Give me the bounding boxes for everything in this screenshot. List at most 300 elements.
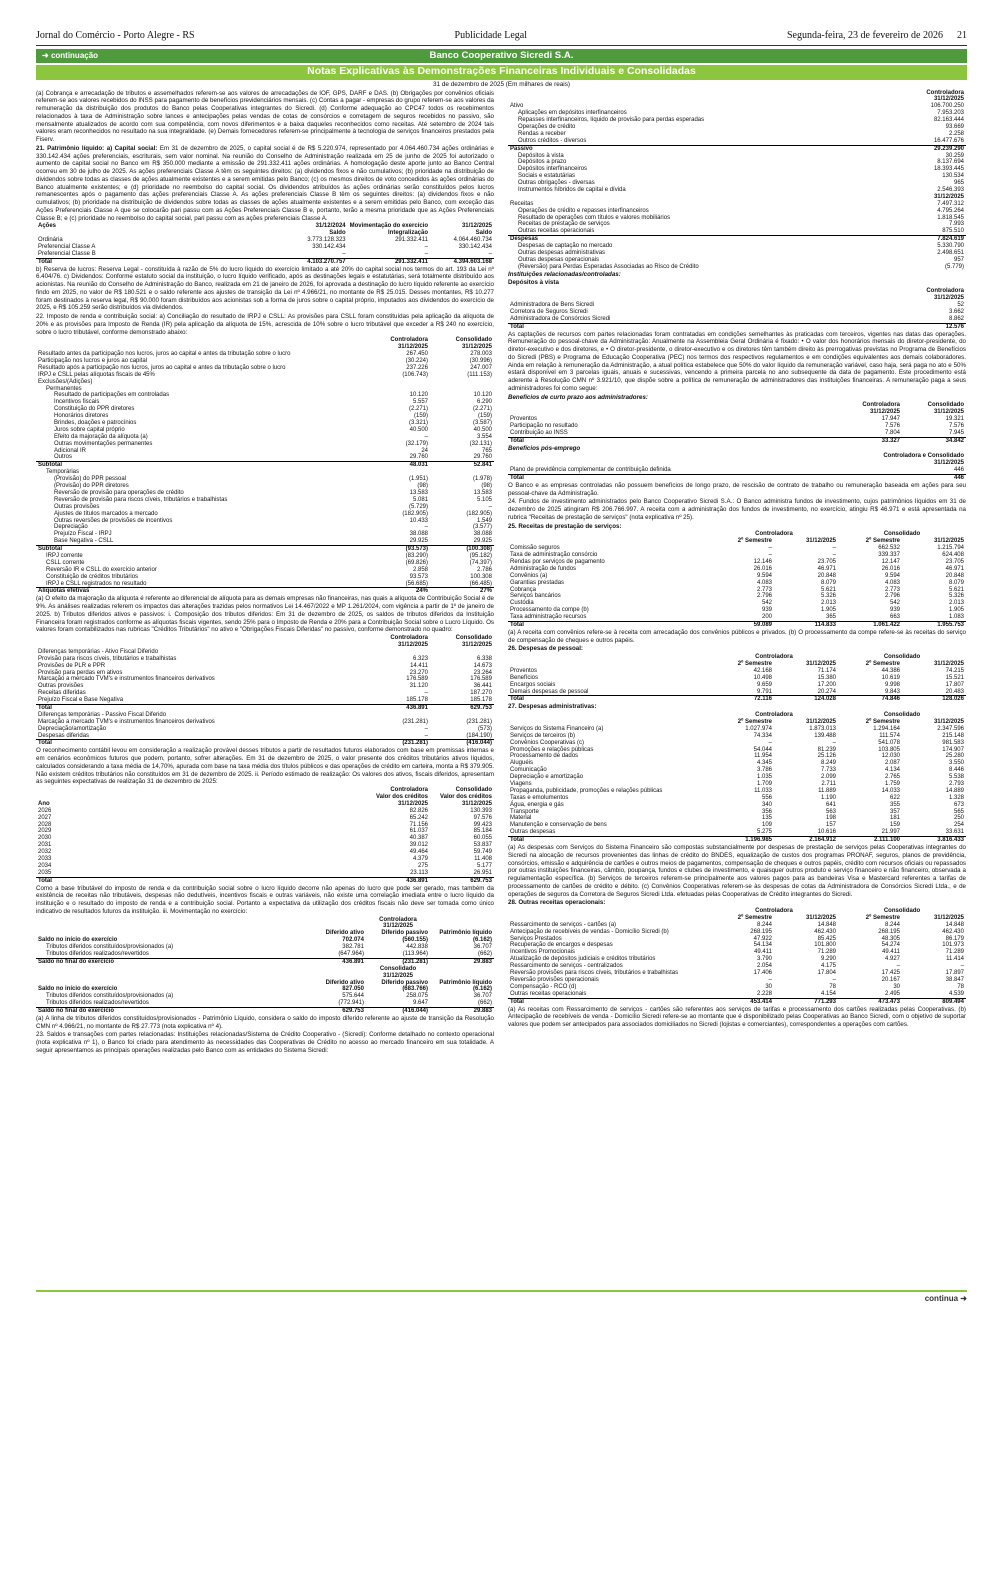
- row-value: 11.954: [754, 753, 772, 760]
- table-row: [508, 103, 966, 110]
- note-21-b-paragraph: b) Reserva de lucros: Reserva Legal - constituída à razão de 5% do lucro líquido do exercício limitado a até 20% do capital social nos termos do art. 193 da Lei nº 6.404/76. c) Dividendos: Conforme estatuto social da instituição, o lucro líquido verificado, após as destinações legais e estatutárias, será totalmente distribuído aos acionistas. Na reunião do Conselho de Administração do Banco, realizada em 21 de janeiro de 2026, foi aprovada a destinação do lucro líquido referente ao exercício findo em 2025, no valor de R$ 180.521 e o saldo referente aos ajustes de transição da Lei nº 4.966/21, no montante de R$ 25.015. Desses montantes, R$ 10.277 foram destinados à reserva legal, R$ 90.000 foram distribuídos aos acionistas sob a forma de juros sobre o capital próprio, imputados aos dividendos do exercício de 2025, e R$ 105.259 serão distribuídos via dividendos.: [36, 265, 494, 312]
- row-value: (416.044): [430, 740, 494, 747]
- table-row: [36, 842, 494, 849]
- table-row: [36, 923, 494, 930]
- row-label: IRPJ e CSLL pelas alíquotas fiscais de 45%: [38, 371, 155, 378]
- row-value: (182.905): [466, 510, 492, 517]
- row-value: (32.131): [469, 440, 492, 447]
- row-value: 135: [761, 815, 772, 822]
- table-header: Saldo: [329, 230, 346, 237]
- table-header: [36, 635, 366, 642]
- row-label: Convênios (a): [510, 572, 548, 579]
- row-label: Reversão de provisão para riscos cíveis, tributários e trabalhistas: [54, 496, 228, 503]
- row-value: 10.120: [473, 392, 492, 399]
- table-row: [36, 244, 494, 251]
- row-label: Sociais e estatutárias: [518, 173, 576, 180]
- row-label: Reversão provisões para riscos cíveis, tributários e trabalhistas: [510, 970, 679, 977]
- row-value: –: [424, 243, 428, 250]
- row-value: 2.786: [476, 566, 492, 573]
- row-value: 200: [761, 614, 772, 621]
- personnel-expenses-table: [508, 654, 966, 703]
- table-row: [36, 420, 494, 427]
- row-value: 1.709: [756, 781, 772, 788]
- row-value: 237.226: [406, 364, 428, 371]
- row-value: 14.848: [817, 921, 836, 928]
- row-value: 4.345: [756, 760, 772, 767]
- table-header: 31/12/2025: [933, 193, 964, 200]
- table-row: [36, 697, 494, 704]
- row-value: 23.264: [473, 669, 492, 676]
- right-column: [508, 90, 966, 1056]
- row-value: (74.397): [469, 559, 492, 566]
- row-label: Receitas diferidas: [38, 690, 86, 697]
- row-label: Antecipação de recebíveis de vendas - Domicílio Sicredi (b): [510, 928, 669, 935]
- row-value: 7.804: [884, 429, 900, 436]
- row-value: (83.290): [405, 552, 428, 559]
- row-value: 702.074: [342, 937, 364, 944]
- row-value: 26.016: [753, 565, 772, 572]
- table-row: [508, 215, 966, 222]
- company-name: Banco Cooperativo Sicredi S.A.: [429, 49, 574, 61]
- other-operating-revenue-table: [508, 908, 966, 1005]
- row-value: 939: [761, 607, 772, 614]
- row-value: 100.308: [470, 573, 492, 580]
- table-header: 31/12/2025: [869, 409, 900, 416]
- table-header: Valor dos créditos: [375, 793, 428, 800]
- row-value: 15.521: [945, 674, 964, 681]
- post-employment-title: Benefícios pós-emprego: [508, 444, 581, 452]
- table-row: [508, 323, 966, 330]
- table-row: [508, 668, 966, 675]
- note-21-paragraph: 21. Patrimônio líquido: a) Capital social: Em 31 de dezembro de 2025, o capital social é de R$ 5.220.974, representado por 4.064.460.734 ações ordinárias e 330.142.434 ações preferenciais, escriturais, sem valor nominal. Na reunião do Conselho de Administração realizada em 25 de junho de 2025 foi autorizado o aumento de capital social no Banco em R$ 350.000 mediante a emissão de 291.332.411 ações ordinárias. A homologação deste aporte junto ao Banco Central ocorreu em 30 de julho de 2025. As ações preferenciais Classe A têm os seguintes direitos: (a) dividendos fixos e não cumulativos; (b) prioridade na distribuição de dividendos sobre todas as classes de ações atualmente existentes e a serem emitidas pelo Banco; (c) os mesmos direitos de voto concedidos às ações ordinárias do Banco atualmente existentes; e (d) prioridade no reembolso do capital social. Os dividendos atribuídos às ações ordinárias serão constituídos pelos lucros remanescentes após o pagamento das ações preferenciais Classe A. As ações preferenciais Classe B têm os seguintes direitos: (a) dividendos fixos e não cumulativos; (b) prioridade na distribuição de dividendos sobre todas as classes de ações atualmente existentes e a serem emitidas pelo Banco, com exceção das Ações Preferenciais Classe A que se colocarão pari passu com as Ações Preferenciais Classe B e, portanto, terão a mesma prioridade que as Ações Preferenciais Classe B; e (c) prioridade no reembolso do capital social, pari passu com as ações preferenciais Classe A.: [36, 144, 494, 222]
- row-value: 111.574: [879, 732, 900, 739]
- row-value: 14.411: [410, 662, 428, 669]
- row-value: 52.841: [430, 462, 494, 469]
- row-value: 30: [765, 983, 772, 990]
- row-value: 330.142.434: [312, 243, 346, 250]
- post-employment-table: [508, 453, 966, 482]
- table-row: [508, 138, 966, 145]
- row-value: 473.473: [838, 998, 902, 1005]
- row-value: [366, 712, 430, 719]
- row-label: Juros sobre capital próprio: [54, 426, 125, 433]
- row-value: 1.083: [948, 614, 964, 621]
- row-label: Alíquotas efetivas: [36, 588, 366, 595]
- row-value: 3.662: [948, 308, 964, 315]
- table-header: [508, 295, 902, 302]
- row-value: 78: [957, 983, 964, 990]
- row-label: Proventos: [510, 667, 538, 674]
- table-group-header: Controladora: [755, 908, 793, 915]
- row-label: Ordinária: [38, 237, 63, 244]
- row-value: 6.290: [476, 399, 492, 406]
- table-row: [508, 250, 966, 257]
- table-header: 31/12/2025: [933, 719, 964, 725]
- row-value: 4.083: [756, 579, 772, 586]
- row-value: (2.271): [408, 406, 428, 413]
- row-value: 1.873.013: [809, 725, 836, 732]
- table-row: [508, 929, 966, 936]
- row-label: Administração de fundos: [510, 565, 577, 572]
- row-value: 24%: [366, 588, 430, 595]
- row-value: 4.927: [884, 956, 900, 963]
- row-value: 10.433: [409, 517, 428, 524]
- row-value: –: [896, 963, 900, 970]
- table-row: [508, 753, 966, 760]
- row-value: 48.031: [366, 462, 430, 469]
- note-22-a-paragraph: (a) O efeito da majoração da alíquota é referente ao diferencial de alíquota para as demais empresas não financeiras, nas quais a alíquota de Contribuição Social é de 9%. As análises realizadas referem os impactos das alterações trazidas pelos normativos Lei 14.467/2022 e MP 1.261/2024, com vigência a partir de 1º de janeiro de 2025. b) Tributos diferidos ativos e passivos: i. Composição dos tributos diferidos: Em 31 de dezembro de 2025, os saldos de tributos diferidos da Instituição Financeira foram registrados conforme as alíquotas fiscais vigentes, sendo 25% para o Imposto de Renda e 20% para a Contribuição Social sobre o Lucro Líquido. Os valores foram contabilizados nas rubricas "Créditos Tributários" no ativo e "Obrigações Fiscais Diferidas" no passivo, conforme demonstrado no quadro:: [36, 595, 494, 634]
- row-value: 6.338: [476, 655, 492, 662]
- row-value: 33.631: [945, 829, 964, 836]
- row-value: 275: [417, 862, 428, 869]
- row-value: 957: [953, 256, 964, 263]
- row-value: [430, 469, 494, 476]
- row-label: Outras provisões: [38, 683, 84, 690]
- row-value: 3.816.433: [902, 837, 966, 844]
- row-label: Base Negativa - CSLL: [54, 538, 114, 545]
- table-row: [36, 258, 494, 265]
- note-22-b-paragraph: O reconhecimento contábil levou em consideração a realização provável desses tributos a partir de resultados futuros elaborados com base em premissas internas e em cenários econômicos futuros que podem, portanto, sofrer alterações. Em 31 de dezembro de 2025, o valor presente dos créditos tributários ativos líquidos, calculados considerando a taxa média de 14,70%, apurada com base na taxa média dos títulos públicos e das operações de crédito em carteira, monta a R$ 379.905. Não existem créditos tributários não constituídos em 31 de dezembro de 2025. ii. Período estimado de realização: Os valores dos ativos, fiscais diferidos, apresentam as seguintes expectativas de realização 31 de dezembro de 2025:: [36, 747, 494, 786]
- table-row: [36, 642, 494, 649]
- table-row: [508, 236, 966, 243]
- row-value: 1.818.545: [937, 214, 964, 221]
- table-row: [508, 243, 966, 250]
- table-row: [508, 712, 966, 719]
- row-label: Total: [508, 475, 881, 482]
- row-value: –: [960, 963, 964, 970]
- table-row: [508, 747, 966, 754]
- row-value: –: [424, 732, 428, 739]
- intro-paragraph: (a) Cobrança e arrecadação de tributos e assemelhados referem-se aos valores de arrecadações de IOF, GPS, DARF e DAS. (b) Obrigações por convênios oficiais referem-se aos valores recebidos do INSS para pagamento de benefícios previdenciários mensais. (c) Contas a pagar - empresas do grupo referem-se aos valores da remuneração da distribuição dos produtos do Banco pelas Cooperativas integrantes do Sicredi. (d) Conforme adequação ao CPC47 todos os recebimentos relacionados à taxa de Administração sobre lances e antecipações pelas vendas de cotas de consórcios e corretagem de seguros recebidos no passivo, são mensalmente atualizados de acordo com sua competência, com novos diferimentos e a baixa daqueles reconhecidos como receitas. Até setembro de 2024 tais valores eram reconhecidos no resultado na sua integralidade. (e) Demais fornecedores referem-se principalmente à tecnologia de serviços financeiros prestados pela Fiserv.: [36, 89, 494, 143]
- table-row: [36, 683, 494, 690]
- table-group-header: Controladora: [755, 531, 793, 538]
- row-label: Comissão seguros: [510, 545, 560, 552]
- row-label: Provisões de PLR e PPR: [38, 662, 106, 669]
- table-row: [36, 531, 494, 538]
- table-row: [508, 264, 966, 271]
- row-value: 565: [953, 808, 964, 815]
- row-value: (231.281): [366, 958, 430, 965]
- row-value: 1.027.974: [745, 725, 772, 732]
- table-header: [508, 908, 710, 915]
- administrative-expenses-table: [508, 712, 966, 844]
- row-value: 4.175: [820, 963, 836, 970]
- row-value: 71.174: [817, 667, 836, 674]
- row-label: Reversão provisões operacionais: [510, 976, 599, 983]
- table-row: [508, 829, 966, 836]
- row-label: Propaganda, publicidade, promoções e relações públicas: [510, 787, 663, 794]
- row-value: 82.163.444: [933, 117, 964, 124]
- table-row: [36, 490, 494, 497]
- table-row: [36, 483, 494, 490]
- table-header: Ações: [38, 223, 57, 230]
- note-24-paragraph: 24. Fundos de investimento administrados pelo Banco Cooperativo Sicredi S.A.: O Banco administra fundos de investimento, cujos patrimônios líquidos em 31 de dezembro de 2025 atingiram R$ 206.766.997. A receita com a administração dos fundos de investimento, no exercício, atingiu R$ 46.971 e está apresentada na rubrica "Receitas de prestação de serviços" (nota explicativa nº 25).: [508, 498, 966, 521]
- row-value: 185.178: [406, 697, 428, 704]
- row-value: 17.804: [817, 970, 836, 977]
- row-label: Ativo: [510, 103, 524, 110]
- row-value: 128.026: [902, 696, 966, 703]
- row-label: Contribuição ao INSS: [510, 429, 568, 436]
- row-value: 446: [953, 467, 964, 474]
- note-25-title: 25. Receitas de prestação de serviços:: [508, 522, 622, 530]
- row-value: 8.862: [948, 315, 964, 322]
- row-label: Saldo no final do exercício: [36, 958, 302, 965]
- row-value: 14.673: [473, 662, 492, 669]
- row-value: 556: [761, 794, 772, 801]
- row-label: Demais despesas de pessoal: [510, 688, 589, 695]
- row-value: 2.793: [948, 781, 964, 788]
- row-value: 340: [761, 801, 772, 808]
- row-value: 542: [889, 600, 900, 607]
- row-value: 8.249: [820, 760, 836, 767]
- row-value: 25.280: [945, 753, 964, 760]
- table-row: [36, 649, 494, 656]
- row-value: –: [832, 552, 836, 559]
- row-value: (66.485): [469, 580, 492, 587]
- row-label: Subtotal: [36, 546, 366, 553]
- row-label: Repasses interfinanceiros, líquido de provisão para perdas esperadas: [518, 117, 705, 124]
- table-row: [508, 566, 966, 573]
- row-value: 365: [825, 614, 836, 621]
- row-value: 53.837: [473, 842, 492, 849]
- table-header: 31/12/2025: [933, 914, 964, 921]
- movement-consolidado-table: [36, 966, 494, 1015]
- row-value: 198: [825, 815, 836, 822]
- row-label: Instrumentos híbridos de capital e dívida: [518, 186, 626, 193]
- row-value: –: [768, 976, 772, 983]
- row-value: 462.430: [942, 928, 964, 935]
- row-value: 20.167: [881, 976, 900, 983]
- row-value: 453.414: [710, 998, 774, 1005]
- row-label: Cobrança: [510, 586, 537, 593]
- table-row: [508, 194, 966, 201]
- table-header: 31/12/2025: [805, 719, 836, 725]
- table-row: [36, 574, 494, 581]
- row-label: Saldo no final do exercício: [36, 1008, 302, 1015]
- deferred-tax-table: [36, 635, 494, 747]
- row-value: (573): [477, 725, 492, 732]
- row-label: Operações de crédito: [518, 123, 576, 130]
- notes-subtitle: 31 de dezembro de 2025 (Em milhares de reais): [432, 80, 571, 88]
- row-value: 765: [481, 447, 492, 454]
- row-value: 5.330.790: [937, 243, 964, 250]
- row-value: 38.847: [945, 976, 964, 983]
- row-value: 15.380: [817, 674, 836, 681]
- row-label: Serviços bancários: [510, 593, 561, 600]
- table-row: [36, 230, 494, 237]
- company-bar: [36, 49, 967, 63]
- row-label: Encargos sociais: [510, 681, 556, 688]
- row-label: Processamento da compe (b): [510, 607, 589, 614]
- table-header: Saldo: [475, 230, 492, 237]
- row-value: [430, 386, 494, 393]
- row-value: 267.450: [406, 351, 428, 358]
- table-row: [508, 309, 966, 316]
- row-value: –: [424, 524, 428, 531]
- table-row: [508, 257, 966, 264]
- table-header: 2º Semestre: [865, 914, 900, 921]
- row-label: Rendas a receber: [518, 130, 566, 137]
- table-group-header: Controladora: [755, 654, 793, 661]
- table-header: 2º Semestre: [865, 538, 900, 545]
- row-value: 9.843: [884, 688, 900, 695]
- table-header: 31/12/2025: [461, 641, 492, 648]
- row-value: 1.190: [820, 794, 836, 801]
- row-value: 3.550: [948, 760, 964, 767]
- row-value: (231.281): [402, 718, 428, 725]
- row-label: 2034: [38, 862, 52, 869]
- row-value: 72.116: [710, 696, 774, 703]
- table-row: [36, 237, 494, 244]
- row-value: –: [488, 250, 492, 257]
- row-value: 3.786: [756, 767, 772, 774]
- table-row: [36, 454, 494, 461]
- row-value: 10.619: [881, 674, 900, 681]
- row-value: 875.510: [942, 228, 964, 235]
- table-row: [508, 316, 966, 323]
- table-header: Movimentação do exercício: [349, 223, 428, 230]
- row-value: (1.978): [472, 476, 492, 483]
- table-row: [36, 358, 494, 365]
- row-value: 65.242: [409, 814, 428, 821]
- note-22-c-paragraph: Como a base tributável do imposto de renda e da contribuição social sobre o lucro líquido decorre não apenas do lucro que pode ser gerado, mas também da existência de receitas não tributáveis, despesas não dedutíveis, incentivos fiscais e outras variáveis, não existe uma correlação imediata entre o lucro líquido da instituição e o resultado do imposto de renda e a contribuição social. Portanto a expectativa da utilização dos créditos fiscais não deve ser tomada como único indicativo de resultados futuros da instituição. iii. Movimentação no exercício:: [36, 884, 494, 915]
- table-header: Patrimônio líquido: [439, 930, 492, 937]
- table-group-header: Controladora: [379, 916, 417, 923]
- table-row: [36, 663, 494, 670]
- row-value: 14.033: [881, 787, 900, 794]
- table-row: [508, 208, 966, 215]
- table-row: [36, 553, 494, 560]
- row-value: 78: [829, 983, 836, 990]
- row-value: 1.061.422: [838, 621, 902, 628]
- table-row: [508, 767, 966, 774]
- row-label: Garantias prestadas: [510, 579, 565, 586]
- row-value: 436.891: [302, 958, 366, 965]
- row-value: 7.824.619: [902, 236, 966, 243]
- row-value: 436.891: [366, 877, 430, 884]
- table-row: [36, 815, 494, 822]
- table-header: 2º Semestre: [737, 914, 772, 921]
- row-label: Benefícios: [510, 674, 539, 681]
- table-row: [36, 704, 494, 711]
- row-value: 8.244: [756, 921, 772, 928]
- row-value: 965: [953, 180, 964, 187]
- row-value: 23.705: [945, 558, 964, 565]
- row-value: 12.146: [753, 558, 772, 565]
- row-value: 17.406: [753, 970, 772, 977]
- table-row: [508, 117, 966, 124]
- table-header: Diferido passivo: [381, 979, 428, 986]
- table-row: [508, 402, 966, 409]
- row-value: 11.033: [754, 787, 772, 794]
- row-value: 40.500: [473, 426, 492, 433]
- row-label: (Provisão) do PPR diretores: [54, 483, 129, 490]
- table-row: [36, 808, 494, 815]
- row-label: Resultado após a participação nos lucros, juros ao capital e antes da tributação sobre o lucro: [38, 364, 286, 371]
- row-value: [430, 712, 494, 719]
- row-label: Ressarcimento de serviços - cartões (a): [510, 921, 617, 928]
- table-group-header: Consolidado: [883, 712, 921, 719]
- arrow-icon: ➜: [42, 50, 51, 60]
- table-header: 31/12/2025: [933, 538, 964, 545]
- row-value: –: [424, 433, 428, 440]
- row-label: Incentivos fiscais: [54, 399, 100, 406]
- table-header: Controladora e Consolidado: [883, 453, 964, 460]
- row-value: 34.842: [902, 437, 966, 444]
- row-value: 247.007: [470, 364, 492, 371]
- row-label: Atualização de depósitos judiciais e créditos tributários: [510, 956, 656, 963]
- row-value: 4.394.603.168: [430, 258, 494, 265]
- row-label: Comunicação: [510, 767, 547, 774]
- row-value: 54.044: [753, 746, 772, 753]
- row-value: 103.805: [878, 746, 900, 753]
- row-value: (95.182): [469, 552, 492, 559]
- row-value: 1.759: [884, 781, 900, 788]
- row-value: 114.833: [774, 621, 838, 628]
- table-header: [508, 96, 902, 103]
- row-value: 29.925: [473, 538, 492, 545]
- row-value: 20.848: [817, 572, 836, 579]
- row-value: [430, 379, 494, 386]
- row-label: Preferencial Classe A: [38, 243, 96, 250]
- row-label: 2030: [38, 835, 52, 842]
- table-header: 31/12/2024: [315, 223, 346, 230]
- table-header: [36, 642, 366, 649]
- row-value: 181: [889, 815, 900, 822]
- row-label: Outras receitas operacionais: [518, 228, 595, 235]
- row-value: 2.013: [948, 600, 964, 607]
- row-value: 8.446: [948, 767, 964, 774]
- table-row: [508, 908, 966, 915]
- row-label: Prejuízo Fiscal - IRPJ: [54, 531, 112, 538]
- note-27-footnote: (a) As despesas com Serviços do Sistema Financeiro são compostas substancialmente por despesas de prestação de serviços pelas Cooperativas integrantes do Sicredi na alocação de recursos provenientes das linhas de crédito do BNDES, equalização de custos dos programas PRONAF, seguros, planos de previdência, consórcios, emissão e adquirência de cartões e outros meios de pagamentos, compensação de cheques e outros papéis, crédito com recursos oficiais ou repassados por outras instituições financeiras, câmbio, poupança, fundos e clubes de investimento, e quaisquer outros produto e serviço financeiro e não financeiro, observada a regulamentação específica. (b) Serviços de terceiros referem-se principalmente aos valores pagos para as bandeiras Visa e Mastercard referentes a tarifas de processamento de cartões de crédito e débito. (c) Convênios Cooperativas referem-se às despesas de cotas da Administradora de Consórcios Sicredi Ltda., e de operações de seguros da Corretora de Seguros Sicredi Ltda. efetuadas pelas Cooperativas de Crédito integrantes do Sicredi.: [508, 844, 966, 898]
- row-label: Material: [510, 815, 532, 822]
- row-value: 2.498.651: [937, 249, 964, 256]
- table-header: [36, 230, 284, 237]
- table-header: [508, 90, 902, 97]
- row-value: 2.546.393: [937, 186, 964, 193]
- table-row: [508, 614, 966, 621]
- row-label: Outras despesas operacionais: [518, 256, 600, 263]
- row-label: Adicional IR: [54, 447, 87, 454]
- row-value: 46.971: [945, 565, 964, 572]
- row-label: Reversão IR e CSLL do exercício anterior: [46, 566, 157, 573]
- table-row: [36, 413, 494, 420]
- table-row: [508, 970, 966, 977]
- table-row: [508, 654, 966, 661]
- table-row: [36, 251, 494, 258]
- row-value: 176.589: [470, 676, 492, 683]
- row-label: 2026: [38, 807, 52, 814]
- row-label: Depósitos interfinanceiros: [518, 166, 588, 173]
- table-header: [508, 719, 710, 726]
- row-label: Total: [508, 837, 710, 844]
- table-row: [36, 511, 494, 518]
- row-value: (159): [413, 413, 428, 420]
- row-label: Taxas e emolumentos: [510, 794, 569, 801]
- row-value: 29.883: [430, 958, 494, 965]
- row-label: Taxa administração recursos: [510, 614, 587, 621]
- row-label: Total: [508, 621, 710, 628]
- row-value: 2.228: [756, 990, 772, 997]
- row-value: 40.387: [409, 835, 428, 842]
- row-value: (3.321): [408, 420, 428, 427]
- row-value: 47.922: [753, 935, 772, 942]
- table-row: [508, 802, 966, 809]
- table-header: 31/12/2025: [805, 538, 836, 545]
- row-label: Total: [36, 877, 366, 884]
- table-row: [36, 958, 494, 965]
